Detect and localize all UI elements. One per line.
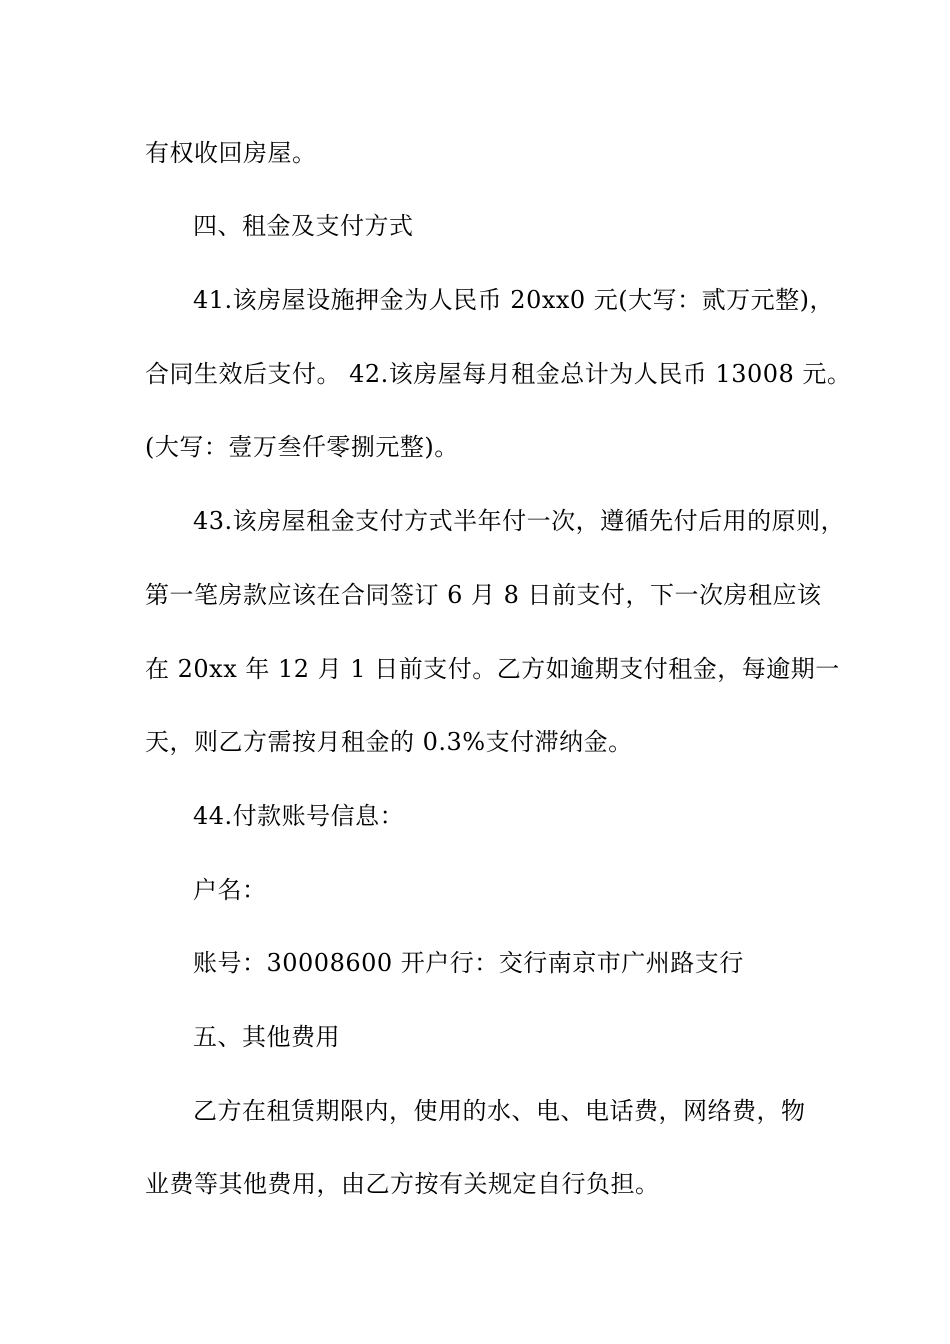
other-fees-line-1: 乙方在租赁期限内，使用的水、电、电话费，网络费，物 — [193, 1097, 806, 1125]
other-fees-line-2: 业费等其他费用，由乙方按有关规定自行负担。 — [145, 1170, 660, 1198]
clause-42-amount-line: (大写：壹万叁仟零捌元整)。 — [145, 433, 459, 461]
clause-43-line-1: 43.该房屋租金支付方式半年付一次，遵循先付后用的原则， — [193, 507, 846, 535]
section-heading-rent-payment: 四、租金及支付方式 — [193, 212, 414, 240]
account-number-line: 账号：30008600 开户行：交行南京市广州路支行 — [193, 949, 744, 977]
clause-42-line: 合同生效后支付。 42.该房屋每月租金总计为人民币 13008 元。 — [145, 360, 852, 388]
account-holder-line: 户名： — [193, 876, 267, 904]
clause-41-line: 41.该房屋设施押金为人民币 20xx0 元(大写：贰万元整)， — [193, 286, 835, 314]
paragraph-line: 有权收回房屋。 — [145, 139, 317, 167]
clause-43-line-3: 在 20xx 年 12 月 1 日前支付。乙方如逾期支付租金，每逾期一 — [145, 655, 840, 683]
clause-43-line-4: 天，则乙方需按月租金的 0.3%支付滞纳金。 — [145, 728, 633, 756]
section-heading-other-fees: 五、其他费用 — [193, 1023, 340, 1051]
clause-44-line: 44.付款账号信息： — [193, 802, 405, 830]
clause-43-line-2: 第一笔房款应该在合同签订 6 月 8 日前支付，下一次房租应该 — [145, 581, 822, 609]
